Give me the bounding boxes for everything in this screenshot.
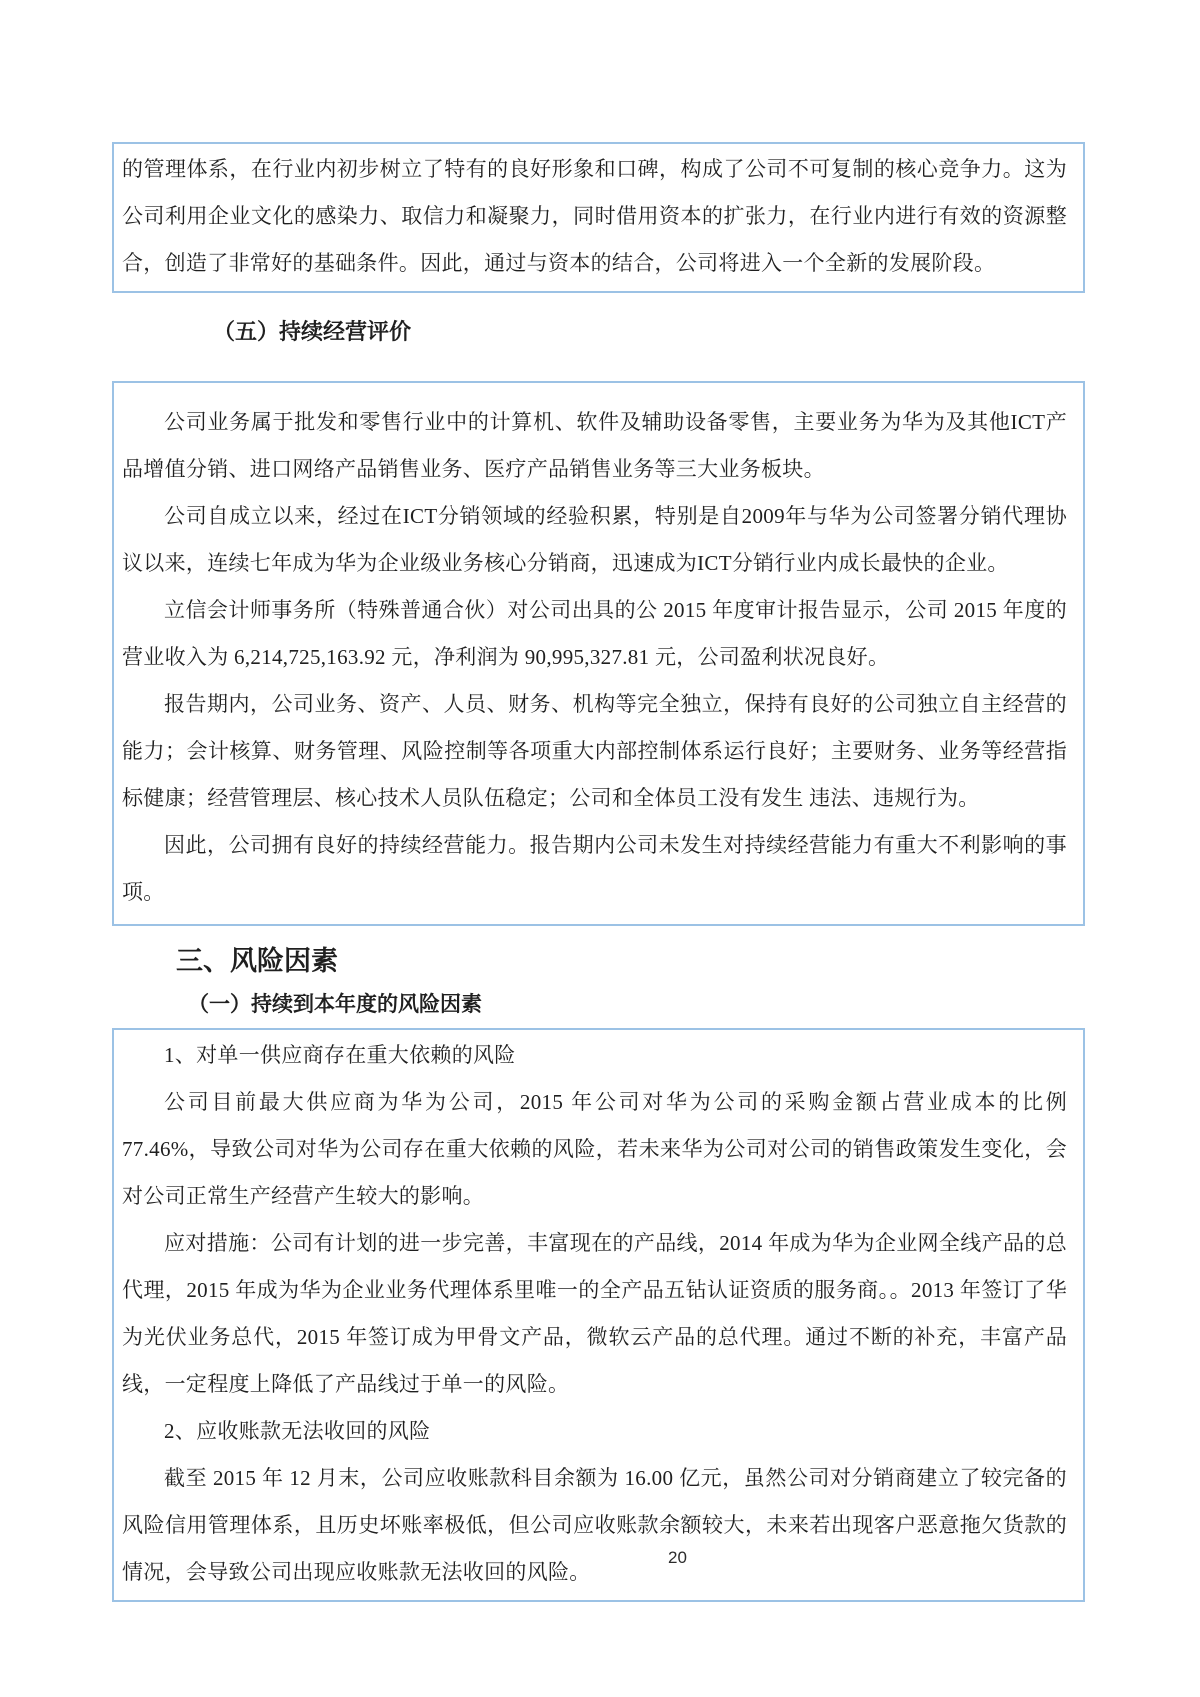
risk-item-1-title: 1、对单一供应商存在重大依赖的风险 xyxy=(164,1043,516,1067)
continuation-paragraph-box xyxy=(112,142,1085,293)
paragraph: 因此，公司拥有良好的持续经营能力。报告期内公司未发生对持续经营能力有重大不利影响的事项。 xyxy=(122,833,1067,904)
paragraph: 的管理体系，在行业内初步树立了特有的良好形象和口碑，构成了公司不可复制的核心竞争力。这为公司利用企业文化的感染力、取信力和凝聚力，同时借用资本的扩张力，在行业内进行有效的资源整合，创造了非常好的基础条件。因此，通过与资本的结合，公司将进入一个全新的发展阶段。 xyxy=(122,157,1067,275)
page-number: 20 xyxy=(668,1548,687,1567)
paragraph: 公司目前最大供应商为华为公司，2015 年公司对华为公司的采购金额占营业成本的比例 77.46%，导致公司对华为公司存在重大依赖的风险，若未来华为公司对公司的销售政策发生变化，会对公司正常生产经营产生较大的影响。 xyxy=(122,1090,1067,1208)
paragraph: 截至 2015 年 12 月末，公司应收账款科目余额为 16.00 亿元，虽然公司对分销商建立了较完备的风险信用管理体系，且历史坏账率极低，但公司应收账款余额较大，未来若出现客户恶意拖欠货款的情况，会导致公司出现应收账款无法收回的风险。 xyxy=(122,1466,1067,1584)
paragraph: 报告期内，公司业务、资产、人员、财务、机构等完全独立，保持有良好的公司独立自主经营的能力；会计核算、财务管理、风险控制等各项重大内部控制体系运行良好；主要财务、业务等经营指标健康；经营管理层、核心技术人员队伍稳定；公司和全体员工没有发生 违法、违规行为。 xyxy=(122,692,1067,810)
paragraph: 公司自成立以来，经过在ICT分销领域的经验积累，特别是自2009年与华为公司签署分销代理协议以来，连续七年成为华为企业级业务核心分销商，迅速成为ICT分销行业内成长最快的企业。 xyxy=(122,504,1067,575)
section-5-heading: （五）持续经营评价 xyxy=(213,319,412,344)
document-content xyxy=(112,142,1085,1602)
paragraph: 应对措施：公司有计划的进一步完善，丰富现在的产品线，2014 年成为华为企业网全线产品的总代理，2015 年成为华为企业业务代理体系里唯一的全产品五钻认证资质的服务商。。2013 年签订了华为光伏业务总代，2015 年签订成为甲骨文产品，微软云产品的总代理。通过不断的补充，丰富产品线，一定程度上降低了产品线过于单一的风险。 xyxy=(122,1231,1067,1396)
risk-factors-box xyxy=(112,1028,1085,1602)
risk-item-2-title: 2、应收账款无法收回的风险 xyxy=(164,1419,431,1443)
going-concern-evaluation-box xyxy=(112,381,1085,926)
subsection-1-heading: （一）持续到本年度的风险因素 xyxy=(188,993,482,1016)
section-3-heading: 三、风险因素 xyxy=(176,946,338,976)
paragraph: 立信会计师事务所（特殊普通合伙）对公司出具的公 2015 年度审计报告显示，公司 2015 年度的营业收入为 6,214,725,163.92 元，净利润为 90,995,327.81 元，公司盈利状况良好。 xyxy=(122,598,1067,669)
paragraph: 公司业务属于批发和零售行业中的计算机、软件及辅助设备零售，主要业务为华为及其他ICT产品增值分销、进口网络产品销售业务、医疗产品销售业务等三大业务板块。 xyxy=(122,410,1067,481)
